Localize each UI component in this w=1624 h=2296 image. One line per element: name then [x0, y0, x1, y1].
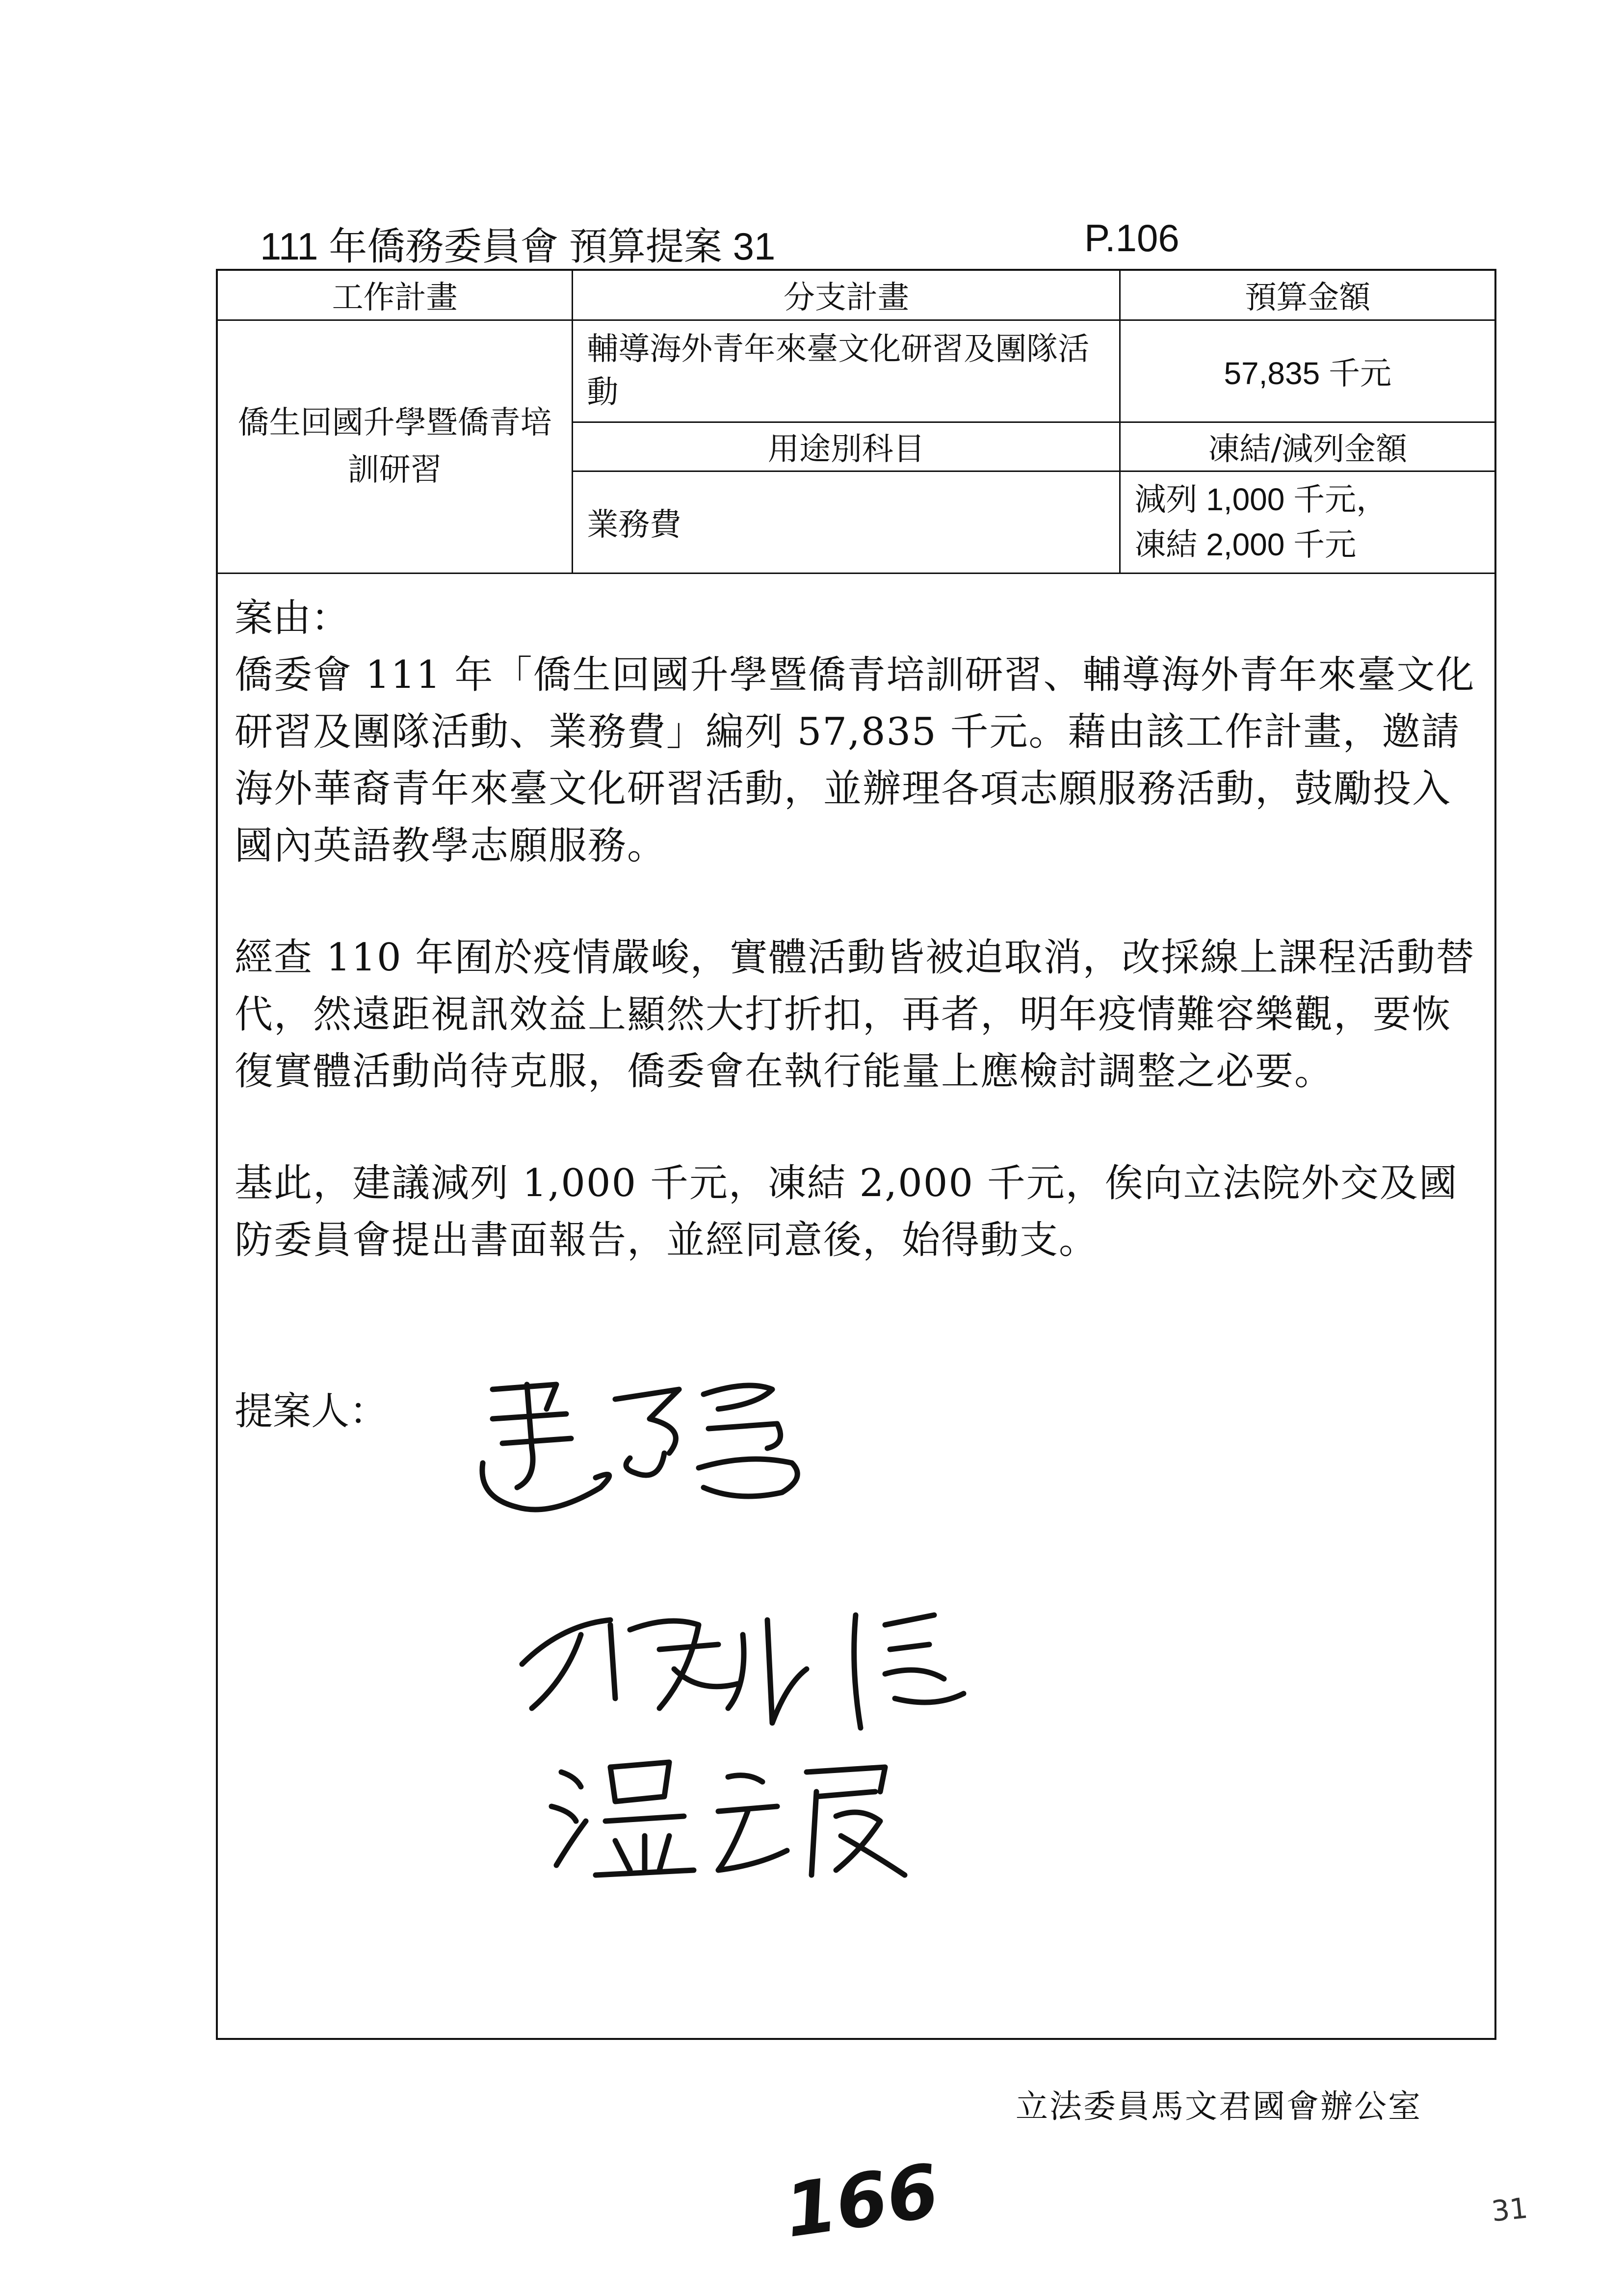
header-budget-amount: 預算金額 [1120, 271, 1494, 320]
paragraph-3: 基此，建議減列 1,000 千元，凍結 2,000 千元，俟向立法院外交及國防委員會提出書面報告，並經同意後，始得動支。 [235, 1161, 1458, 1262]
signature-2 [512, 1595, 1003, 1733]
usage-header: 用途別科目 [573, 422, 1120, 471]
proposal-body [235, 590, 1481, 1269]
paragraph-1: 僑委會 111 年「僑生回國升學暨僑青培訓研習、輔導海外青年來臺文化研習及團隊活動、業務費」編列 57,835 千元。藉由該工作計畫，邀請海外華裔青年來臺文化研習活動，並辦理各項志願服務活動，鼓勵投入國內英語教學志願服務。 [235, 653, 1475, 868]
page-reference: P.106 [1084, 216, 1179, 260]
office-name: 立法委員馬文君國會辦公室 [1016, 2087, 1422, 2125]
freeze-line-1: 減列 1,000 千元， [1134, 482, 1388, 517]
signature-3 [542, 1743, 924, 1885]
freeze-header: 凍結/減列金額 [1120, 422, 1494, 471]
case-label: 案由： [235, 596, 350, 640]
header-sub-plan: 分支計畫 [573, 271, 1120, 320]
budget-amount-value: 57,835 千元 [1120, 320, 1494, 422]
proposer-label: 提案人： [235, 1389, 388, 1434]
budget-table [218, 271, 1494, 574]
corner-mark: 31 [1490, 2191, 1530, 2228]
paragraph-2: 經查 110 年囿於疫情嚴峻，實體活動皆被迫取消，改採線上課程活動替代，然遠距視訊效益上顯然大打折扣，再者，明年疫情難容樂觀，要恢復實體活動尚待克服，僑委會在執行能量上應檢討調整之必要。 [235, 936, 1475, 1094]
sub-plan-value: 輔導海外青年來臺文化研習及團隊活動 [573, 320, 1120, 422]
signature-1 [473, 1370, 826, 1527]
freeze-line-2: 凍結 2,000 千元 [1134, 527, 1357, 562]
proposal-frame [216, 269, 1496, 2040]
proposal-title: 111 年僑務委員會 預算提案 31 [260, 225, 776, 268]
header-work-plan: 工作計畫 [218, 271, 573, 320]
document-header [260, 216, 1388, 270]
freeze-value [1120, 471, 1494, 573]
usage-value: 業務費 [573, 471, 1120, 573]
handwritten-page-number: 166 [780, 2148, 944, 2254]
work-plan-value: 僑生回國升學暨僑青培訓研習 [218, 320, 573, 573]
